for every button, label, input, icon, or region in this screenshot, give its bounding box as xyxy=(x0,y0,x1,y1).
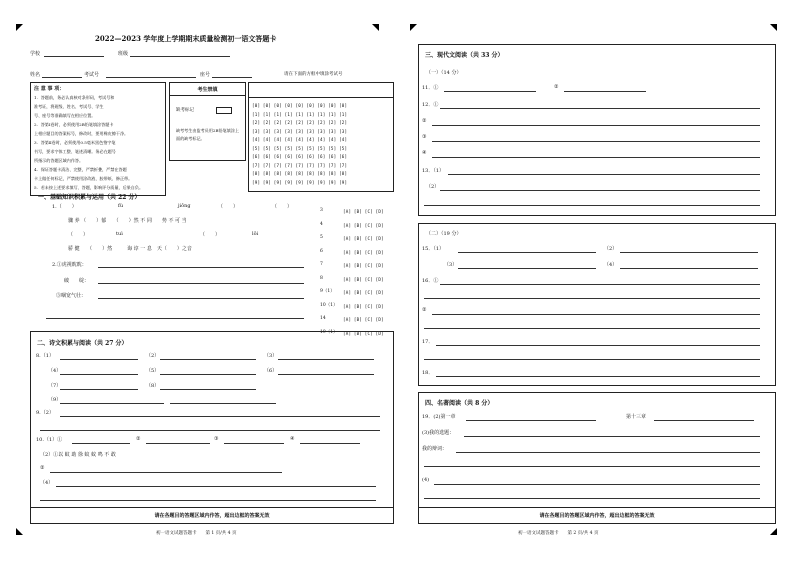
omr-answer-options[interactable]: [A] [B] [C] [D] [A] [B] [C] [D] [A] [B] [C] [D] [A] [B] [C] [D] [A] [B] [C] [D] [A] [B] [C] [D] [A] [B] [C] [D] [A] [B] [C] [D] [A] [B] [C] [D] [A] [B] [C] [D] xyxy=(343,209,384,336)
footer-box-right xyxy=(418,507,776,524)
q12-label: 12．① xyxy=(422,102,439,108)
corner-mark-br2 xyxy=(770,528,777,535)
q8-3: （3） xyxy=(264,353,278,359)
q10-circ-4: ④ xyxy=(290,436,295,442)
q17-label: 17． xyxy=(422,339,434,345)
q19-label: 19．(2)第一章 xyxy=(422,414,456,420)
absent-title: 考生禁填 xyxy=(197,87,218,93)
absent-note: 缺考考生由监考员用2B铅笔填涂上面的缺考标记。 xyxy=(176,128,239,141)
footer-warning-right: 请在各题目的答题区域内作答，超出边框的答案无效 xyxy=(539,513,655,519)
q15-label: 15．（1） xyxy=(422,246,445,252)
paren-2: （ ） xyxy=(272,204,293,210)
page-title: 2022—2023 学年度上学期期末质量检测初一语文答题卡 xyxy=(95,34,277,43)
corner-mark-bl xyxy=(16,528,23,535)
q12-circ-3: ③ xyxy=(422,134,427,140)
q1-label: 1.（ ） xyxy=(52,204,77,210)
q8-2: （2） xyxy=(146,353,160,359)
q16-circ-2: ② xyxy=(422,307,427,313)
q18-label: 18． xyxy=(422,370,434,376)
pinyin-1: fù xyxy=(118,203,124,209)
section-3-title: 三、现代文阅读（共 33 分） xyxy=(425,52,504,59)
corner-mark-tl2 xyxy=(410,24,417,31)
omr-digits[interactable]: [0] [0] [0] [0] [0] [0] [0] [0] [0] [1] [1] [1] [1] [1] [1] [1] [1] [1] [2] [2] [2] [2] [2] [2] [2] [2] [2] [3] [3] [3] [3] [3] [3] [3] [3] [3] [4] [4] [4] [4] [4] [4] [4] [4] [4] [5] [5] [5] [5] [5] [5] [5] [5] [5] [6] [6] [6] [6] [6] [6] [6] [6] [6] [7] [7] [7] [7] [7] [7] [7] [7] [7] [8] [8] [8] [8] [8] [8] [8] [8] [8] [9] [9] [9] [9] [9] [9] [9] [9] [9] xyxy=(252,103,348,185)
paren-4: （ ） xyxy=(200,232,221,238)
q10-circ-3: ③ xyxy=(214,436,219,442)
q19-topic: (3)我的选题： xyxy=(422,430,455,436)
section-2-title: 二、诗文积累与阅读（共 27 分） xyxy=(37,340,128,347)
q8-7: （7） xyxy=(48,383,62,389)
pinyin-4: lǒi xyxy=(252,231,259,237)
section-4-title: 四、名著阅读（共 8 分） xyxy=(425,400,494,407)
part-2-label: （二）（19 分） xyxy=(426,231,462,237)
q2-b-label: 破 绽： xyxy=(64,278,90,284)
q1-row2: 骄 健 （ ）然 诲 谆 一 息 天（ ）之音 xyxy=(68,246,192,252)
class-label: 班级 xyxy=(118,51,129,57)
q2-a-label: 2.①虎视眈眈： xyxy=(52,262,87,268)
q2-c-label: ③咽宽气壮： xyxy=(56,293,87,299)
section-4-box xyxy=(418,392,776,524)
q8-label: 8.（1） xyxy=(36,353,54,359)
notice-box xyxy=(30,82,166,196)
omr-question-numbers: 3 4 5 6 7 8 9（1） 10（1） 14 19（1） xyxy=(320,208,338,335)
q10-2-label: （2）①以 蚊 助 徐 蚊 蚊 鸣 不 敢 xyxy=(40,452,116,458)
q8-8: （8） xyxy=(146,383,160,389)
exam-number-grid xyxy=(248,82,394,192)
corner-mark-tl xyxy=(16,24,23,31)
paren-3: （ ） xyxy=(68,232,89,238)
q10-circ-2: ② xyxy=(136,436,141,442)
q13-2-label: （2） xyxy=(426,184,440,190)
q12-circ-4: ④ xyxy=(422,150,427,156)
q10-circ: ② xyxy=(40,465,45,471)
q15-3: （3） xyxy=(444,262,458,268)
section-1-title: 一、基础知识积累与运用（共 22 分） xyxy=(38,194,141,201)
q19-argument: 我的辩词： xyxy=(422,446,448,452)
name-label: 姓名 xyxy=(30,72,41,78)
paren-1: （ ） xyxy=(218,204,239,210)
page-number-left: 初一语文试题答题卡 第 1 页/共 4 页 xyxy=(156,531,237,536)
q11-circ-2: ② xyxy=(554,84,559,90)
q15-2: （2） xyxy=(604,246,618,252)
q8-4: （4） xyxy=(48,368,62,374)
footer-warning-left: 请在各题目的答题区域内作答，超出边框的答案无效 xyxy=(154,513,270,519)
seat-label: 座号 xyxy=(200,72,211,78)
corner-mark-tr xyxy=(372,24,379,31)
q16-label: 16．① xyxy=(422,278,439,284)
q1-row1: 骤 养 （ ）郁 （ ）然 不 同 势 不 可 当 xyxy=(68,218,187,224)
page-number-right: 初一语文试题答题卡 第 2 页/共 4 页 xyxy=(518,531,599,536)
q8-5: （5） xyxy=(146,368,160,374)
part-1-label: （一）（14 分） xyxy=(426,70,462,76)
q12-circ-2: ② xyxy=(422,118,427,124)
q10-4-label: （4） xyxy=(40,480,54,486)
q8-6: （6） xyxy=(264,368,278,374)
corner-mark-tr2 xyxy=(770,24,777,31)
q8-9: （9） xyxy=(48,397,62,403)
notice-title: 注 意 事 项： xyxy=(34,86,65,92)
q15-4: （4） xyxy=(604,262,618,268)
q19-4: (4) xyxy=(422,477,430,483)
absent-mark-box[interactable] xyxy=(216,107,232,114)
part-2-box xyxy=(418,223,776,386)
notice-text: 1．答题前，务必认真核对条形码，考试号和 准考证，将班级、姓名、考试号、学生 号、座号等准确填写在相应位置。 2．答第Ⅰ卷时，必须使用2B铅笔填涂答题卡 上相应题目的答案标号，修改时，要用橡皮擦干净。 3．答第Ⅱ卷时，必须使用0.5毫米黑色签字笔 书写，要求字体工整、笔迹清晰。务必在题号 所指示的答题区域内作答。 4．保证答题卡清洁、完整，严禁折叠，严禁在答题 卡上做任何标记，严禁使用涂改液、胶带纸、修正带。 5．若未按上述要求填写、答题，影响评分质量，后果自负。 xyxy=(34,95,144,190)
absent-label: 缺考标记 xyxy=(176,108,194,113)
pinyin-3: tuì xyxy=(116,231,123,237)
fill-hint: 请在下面的方框中填涂考试号 xyxy=(284,72,343,77)
exam-no-label: 考试号 xyxy=(84,72,100,78)
absent-box xyxy=(169,82,246,161)
q10-label: 10.（1）① xyxy=(36,437,63,443)
q13-label: 13．（1） xyxy=(422,168,445,174)
q9-label: 9.（2） xyxy=(36,410,54,416)
footer-box-left xyxy=(30,507,394,524)
pinyin-2: jiǒng xyxy=(178,203,191,209)
school-label: 学校 xyxy=(30,51,41,57)
q11-label: 11．① xyxy=(422,85,439,91)
q19-ch13: 第十三章 xyxy=(626,414,647,420)
